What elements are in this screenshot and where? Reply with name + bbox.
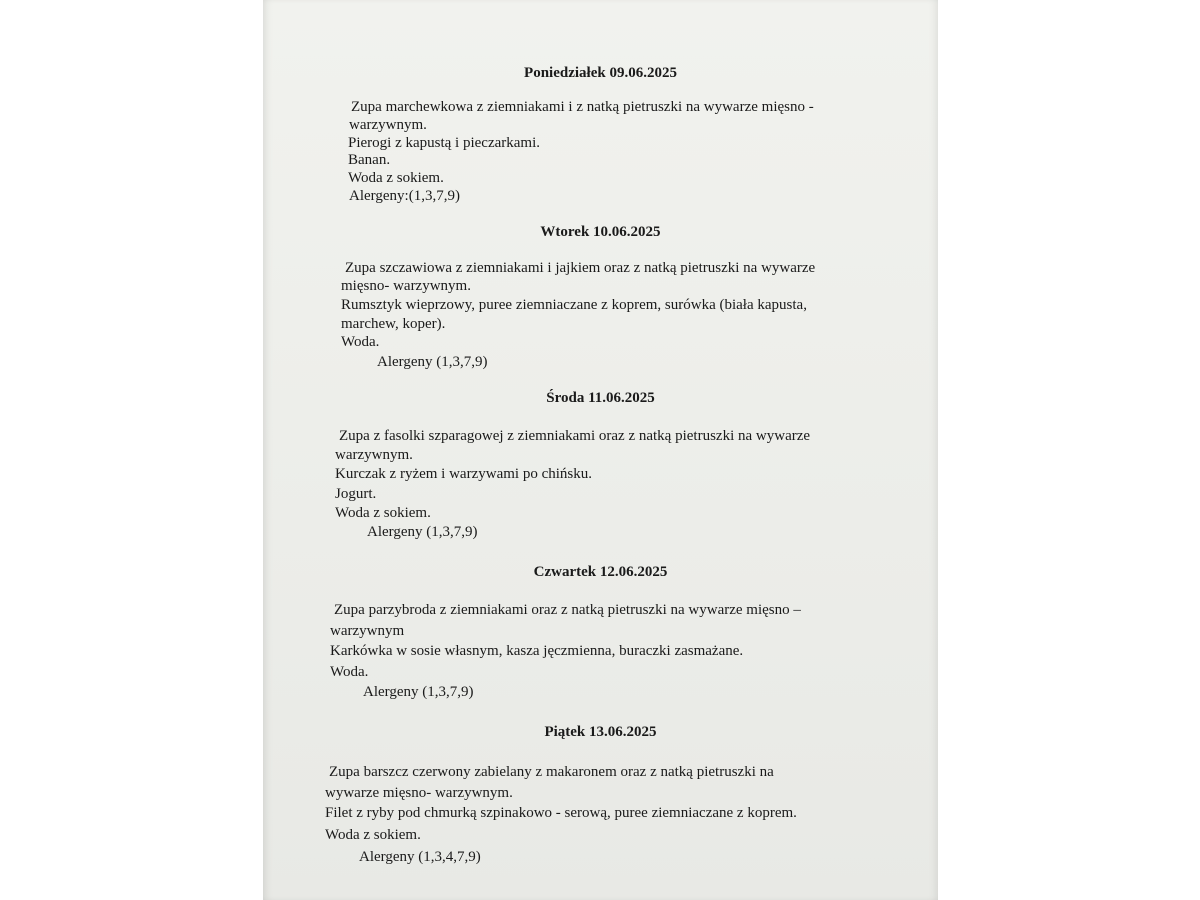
day-title-wednesday: Środa 11.06.2025 — [546, 390, 655, 406]
menu-line: Rumsztyk wieprzowy, puree ziemniaczane z koprem, surówka (biała kapusta, — [341, 297, 807, 313]
menu-line: Kurczak z ryżem i warzywami po chińsku. — [335, 466, 592, 482]
allergens-line: Alergeny (1,3,4,7,9) — [359, 849, 481, 865]
menu-line: Pierogi z kapustą i pieczarkami. — [348, 135, 541, 151]
menu-page — [263, 0, 938, 900]
day-title-monday: Poniedziałek 09.06.2025 — [524, 65, 677, 81]
menu-line: Zupa z fasolki szparagowej z ziemniakami oraz z natką pietruszki na wywarze — [339, 428, 811, 444]
menu-line: Woda z sokiem. — [348, 170, 444, 186]
day-title-friday: Piątek 13.06.2025 — [544, 724, 657, 740]
allergens-line: Alergeny (1,3,7,9) — [377, 354, 488, 370]
menu-line: Banan. — [348, 152, 391, 168]
day-title-thursday: Czwartek 12.06.2025 — [533, 564, 668, 580]
allergens-line: Alergeny (1,3,7,9) — [367, 524, 478, 540]
menu-line: Woda. — [330, 664, 369, 680]
menu-line: mięsno- warzywnym. — [341, 278, 471, 294]
menu-line: Karkówka w sosie własnym, kasza jęczmienna, buraczki zasmażane. — [330, 643, 744, 659]
menu-line: Zupa marchewkowa z ziemniakami i z natką pietruszki na wywarze mięsno - — [351, 99, 814, 115]
menu-line: wywarze mięsno- warzywnym. — [325, 785, 513, 801]
allergens-line: Alergeny (1,3,7,9) — [363, 684, 474, 700]
menu-line: Filet z ryby pod chmurką szpinakowo - serową, puree ziemniaczane z koprem. — [325, 805, 797, 821]
day-title-tuesday: Wtorek 10.06.2025 — [540, 224, 661, 240]
menu-line: warzywnym. — [349, 117, 427, 133]
allergens-line: Alergeny:(1,3,7,9) — [349, 188, 460, 204]
menu-line: Zupa barszcz czerwony zabielany z makaronem oraz z natką pietruszki na — [329, 764, 774, 780]
menu-line: Woda. — [341, 334, 380, 350]
menu-line: warzywnym. — [335, 447, 413, 463]
menu-line: Woda z sokiem. — [325, 827, 421, 843]
menu-line: Woda z sokiem. — [335, 505, 431, 521]
menu-line: marchew, koper). — [341, 316, 446, 332]
menu-line: Zupa szczawiowa z ziemniakami i jajkiem oraz z natką pietruszki na wywarze — [345, 260, 816, 276]
menu-line: Jogurt. — [335, 486, 377, 502]
menu-line: warzywnym — [330, 623, 405, 639]
menu-line: Zupa parzybroda z ziemniakami oraz z natką pietruszki na wywarze mięsno – — [334, 602, 801, 618]
